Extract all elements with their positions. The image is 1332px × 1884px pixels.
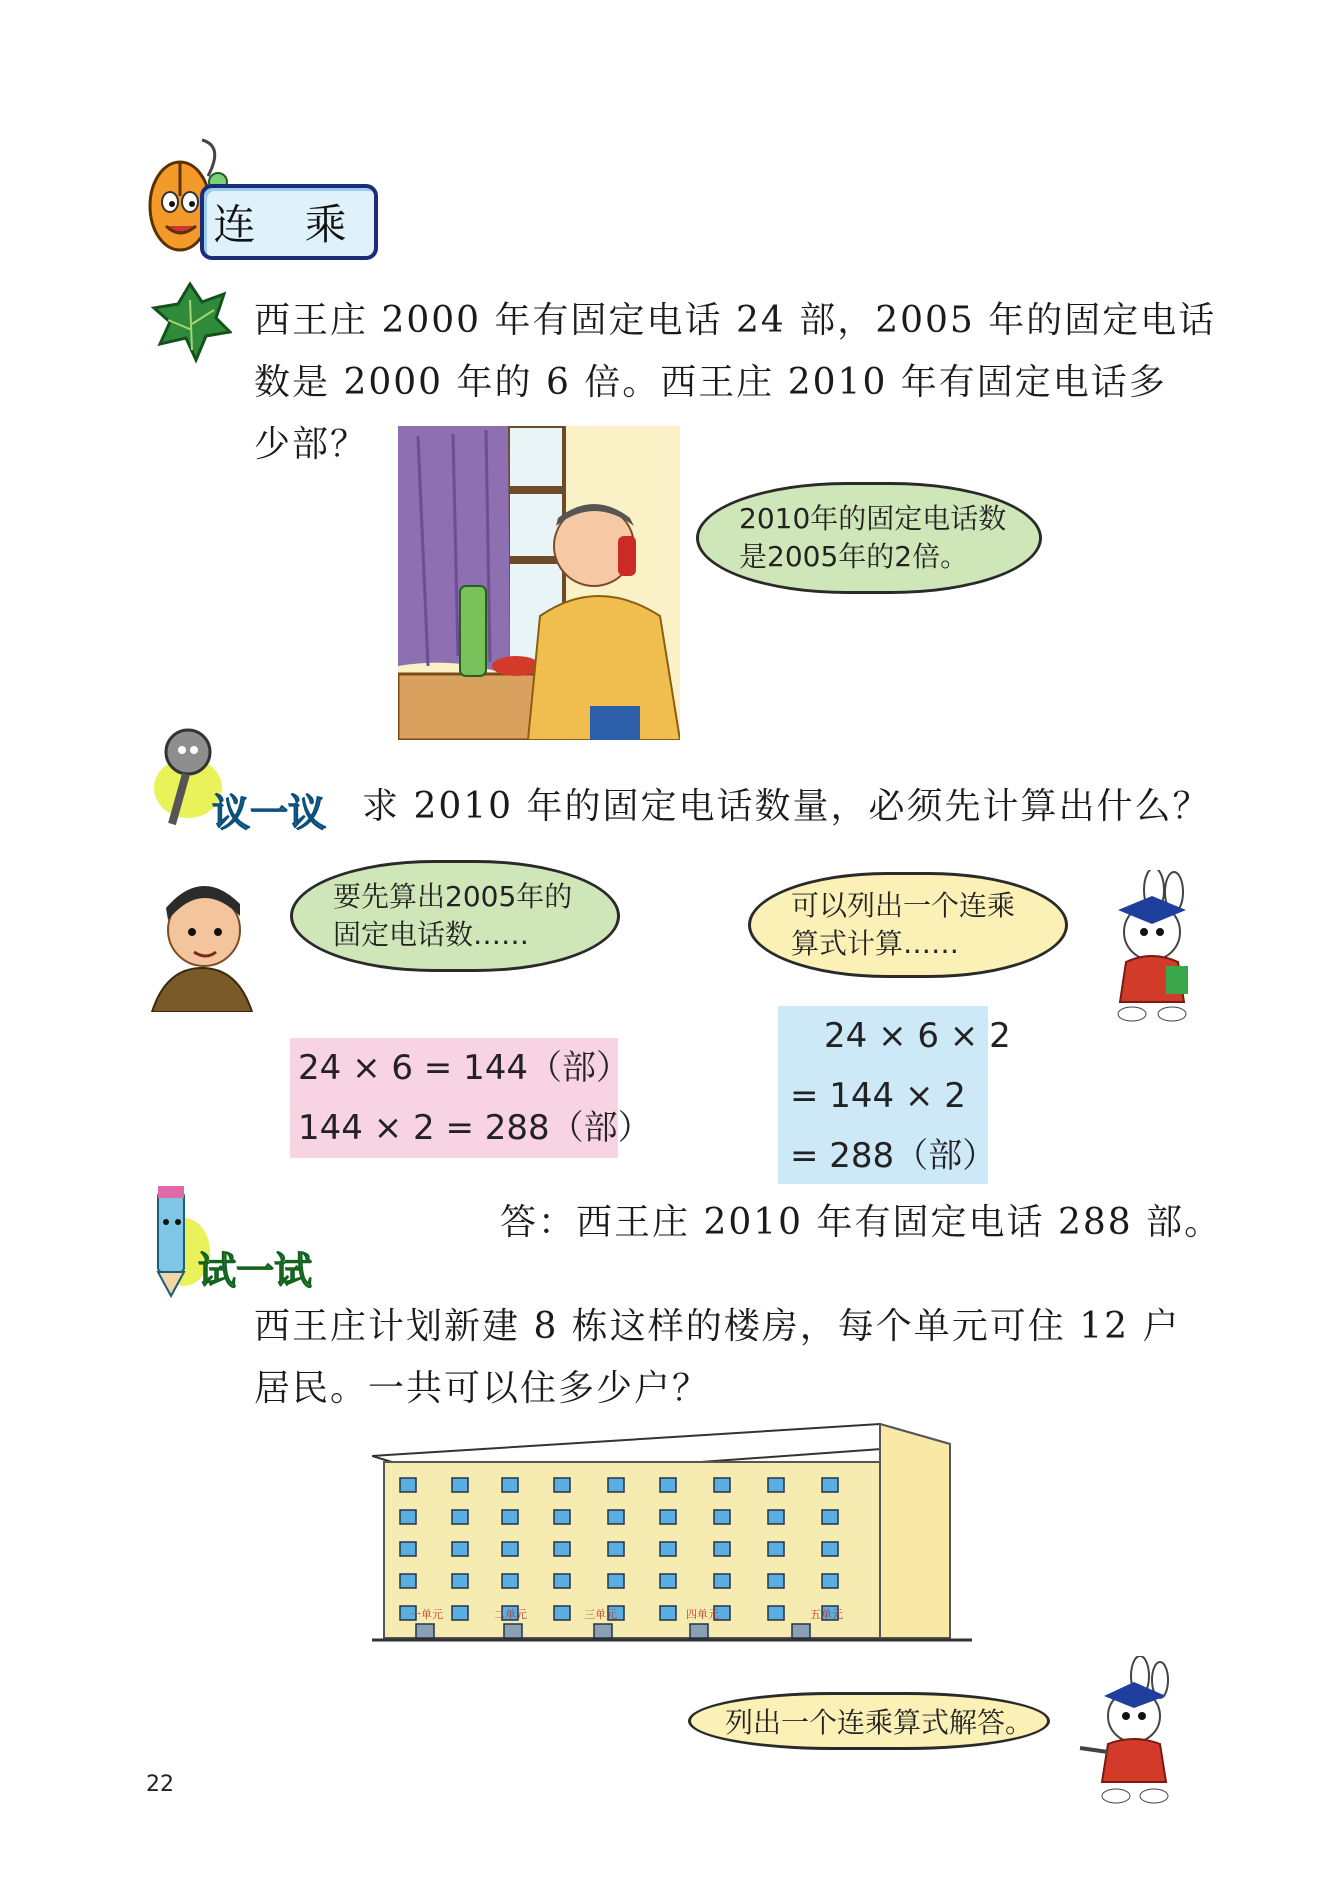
unit-label-2: 二单元 <box>494 1608 527 1621</box>
speech-phone-line-2: 是2005年的2倍。 <box>739 540 969 573</box>
calc-step-1: 24 × 6 = 144（部） <box>298 1048 630 1088</box>
leaf-icon <box>150 280 232 364</box>
section-title: 连 乘 <box>200 184 378 260</box>
speech-boy-line-2: 固定电话数…… <box>333 918 530 951</box>
unit-label-3: 三单元 <box>584 1608 617 1621</box>
speech-rabbit-line-2: 算式计算…… <box>791 927 960 960</box>
discuss-question: 求 2010 年的固定电话数量，必须先计算出什么？ <box>362 786 1211 827</box>
problem-line-2: 数是 2000 年的 6 倍。西王庄 2010 年有固定电话多 <box>254 362 1167 403</box>
boy-illustration <box>146 872 258 1012</box>
try-line-1: 西王庄计划新建 8 栋这样的楼房，每个单元可住 12 户 <box>254 1306 1181 1347</box>
speech-hint-text: 列出一个连乘算式解答。 <box>725 1706 1034 1739</box>
speech-bubble-boy <box>290 860 620 972</box>
calc-expr-line-2: = 144 × 2 <box>790 1076 966 1116</box>
unit-label-4: 四单元 <box>686 1608 719 1621</box>
calc-expr-line-1: 24 × 6 × 2 <box>824 1016 1011 1056</box>
man-on-phone-illustration <box>398 426 680 740</box>
try-label: 试一试 <box>198 1249 313 1293</box>
unit-label-1: 一单元 <box>410 1608 443 1621</box>
calc-step-2: 144 × 2 = 288（部） <box>298 1108 652 1148</box>
speech-bubble-rabbit <box>748 872 1068 978</box>
calc-box-stepwise <box>290 1038 652 1158</box>
page-number: 22 <box>146 1772 174 1797</box>
unit-label-5: 五单元 <box>810 1608 843 1621</box>
discuss-label: 议一议 <box>212 791 327 835</box>
speech-bubble-hint <box>688 1692 1050 1750</box>
answer-text: 答：西王庄 2010 年有固定电话 288 部。 <box>500 1202 1223 1243</box>
calc-expr-line-3: = 288（部） <box>790 1136 997 1176</box>
rabbit-bottom-illustration <box>1072 1656 1182 1806</box>
apartment-building-illustration <box>372 1406 972 1646</box>
speech-phone-line-1: 2010年的固定电话数 <box>739 502 1007 535</box>
speech-rabbit-line-1: 可以列出一个连乘 <box>791 889 1016 922</box>
calc-box-continuous <box>778 1006 1011 1184</box>
problem-line-1: 西王庄 2000 年有固定电话 24 部，2005 年的固定电话 <box>254 300 1217 341</box>
problem-line-3: 少部？ <box>254 424 369 465</box>
try-line-2: 居民。一共可以住多少户？ <box>254 1368 711 1409</box>
rabbit-illustration <box>1092 870 1200 1022</box>
speech-boy-line-1: 要先算出2005年的 <box>333 880 573 913</box>
speech-bubble-phone <box>696 482 1042 594</box>
